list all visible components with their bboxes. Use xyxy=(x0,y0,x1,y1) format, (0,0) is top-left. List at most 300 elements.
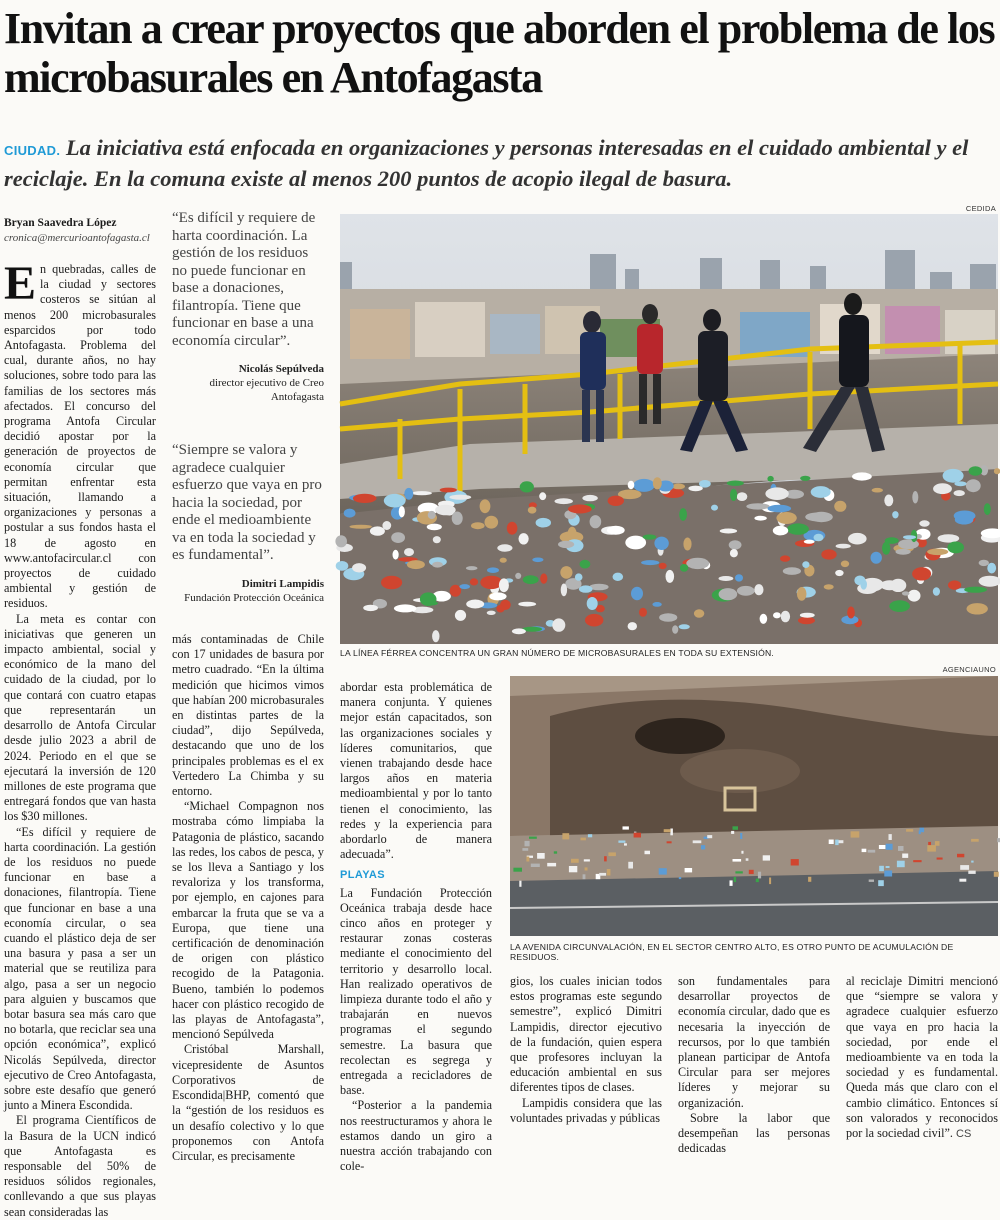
author-name: Bryan Saavedra López xyxy=(4,217,117,229)
litter-item xyxy=(971,861,973,863)
litter-item xyxy=(654,537,668,550)
litter-item xyxy=(740,833,742,839)
litter-item xyxy=(639,608,647,617)
litter-item xyxy=(335,535,347,547)
litter-item xyxy=(428,511,436,519)
litter-item xyxy=(683,538,691,551)
quote-name: Nicolás Sepúlveda xyxy=(238,363,324,375)
litter-item xyxy=(727,481,744,486)
litter-item xyxy=(432,630,439,642)
photo-caption: LA AVENIDA CIRCUNVALACIÓN, EN EL SECTOR CENTRO ALTO, ES OTRO PUNTO DE ACUMULACIÓN DE RESIDUOS. xyxy=(510,942,954,962)
litter-item xyxy=(628,862,633,869)
litter-item xyxy=(659,868,667,874)
litter-item xyxy=(884,871,892,877)
litter-item xyxy=(787,523,809,534)
litter-item xyxy=(582,495,597,501)
litter-item xyxy=(964,587,987,593)
litter-item xyxy=(847,607,855,619)
litter-item xyxy=(872,488,883,493)
litter-item xyxy=(927,845,936,852)
litter-item xyxy=(947,542,964,554)
paragraph: La Fundación Protección Oceánica trabaja desde hace cinco años en proteger y restaurar zonas costeras mediante el conocimiento del territorio y desarrollo local. Han realizado operativos de limpieza durante todo el año y trabajarán en nuevos programas el segundo semestre. La basura que recolectan es segrega y entregada a recicladores de base. xyxy=(340,885,492,1098)
litter-item xyxy=(733,826,739,830)
litter-item xyxy=(871,552,882,564)
litter-item xyxy=(628,622,637,630)
photo-railway-image xyxy=(340,214,998,644)
litter-item xyxy=(821,549,836,559)
litter-item xyxy=(711,505,718,511)
litter-item xyxy=(889,600,910,612)
article-column-5 xyxy=(678,974,830,1156)
litter-item xyxy=(583,874,586,879)
paragraph: “Posterior a la pandemia nos reestructuramos y ahora le estamos dando un giro a nuestra acción trabajando con cole- xyxy=(340,1098,492,1174)
litter-item xyxy=(531,864,540,867)
litter-item xyxy=(719,576,734,581)
litter-item xyxy=(749,870,754,874)
litter-item xyxy=(672,484,685,490)
litter-item xyxy=(767,476,773,482)
litter-item xyxy=(496,605,504,613)
litter-item xyxy=(404,488,413,500)
litter-item xyxy=(902,591,910,595)
litter-item xyxy=(599,873,606,876)
litter-item xyxy=(536,518,551,528)
litter-item xyxy=(720,529,737,534)
litter-item xyxy=(957,854,964,858)
litter-item xyxy=(352,563,366,572)
paragraph: abordar esta problemática de manera conjunta. Y quienes mejor están capacitados, son las organizaciones sociales y líderes comunitarios, que vienen trabajando desde hace largos años en materia medioambiental y por lo tanto tienen el conocimiento, las redes y la experiencia para abordarlo de manera adecuada”. xyxy=(340,680,492,862)
litter-item xyxy=(608,496,624,506)
paragraph: “Es difícil y requiere de harta coordinación. La gestión de los residuos no puede funcionar en base a donaciones, filantropía. Tiene que funcionar en base a una economía circular, o sea cuando el plástico deja de ser una basura y pasa a ser un material que se reutiliza para algo, pasa a ser un negocio para alguien y buscamos que botar basura sea más caro que no botarla, que reciclar sea una opción económica”, explicó Nicolás Sepúlveda, director ejecutivo de Creo Antofagasta, sobre este desafío que generó junto a Minera Escondida. xyxy=(4,824,156,1113)
litter-item xyxy=(889,834,892,840)
litter-item xyxy=(667,841,672,843)
litter-item xyxy=(381,576,402,590)
paragraph: La meta es contar con iniciativas que generen un impacto ambiental, social y económico de la mano del cuidado de la ciudad, por lo que contará con cuatro etapas que representarán un desarrollo de Antofa Circular desde julio 2023 a abril de 2024. Periodo en el que se ejecutará la inversión de 120 millones de este programa que entregará fondos que van hasta los $30 millones. xyxy=(4,611,156,824)
litter-item xyxy=(643,534,657,539)
litter-item xyxy=(547,863,556,867)
litter-item xyxy=(908,590,921,602)
article-column-4 xyxy=(510,974,662,1126)
litter-item xyxy=(919,831,921,835)
litter-item xyxy=(604,856,607,861)
litter-item xyxy=(672,625,678,634)
litter-item xyxy=(353,494,377,503)
litter-item xyxy=(701,845,705,849)
litter-item xyxy=(526,857,529,862)
litter-item xyxy=(773,612,781,618)
litter-item xyxy=(562,833,569,839)
litter-item xyxy=(528,507,537,514)
litter-item xyxy=(862,849,867,852)
litter-item xyxy=(763,855,770,860)
pull-quote-text: “Es difícil y requiere de harta coordinación. La gestión de los residuos no puede funcionar en base a donaciones, filantropía. Tiene que funcionar en base a una economía circular”. xyxy=(172,210,316,349)
litter-item xyxy=(480,499,491,513)
paragraph: son fundamentales para desarrollar proyectos de economía circular, dado que es necesaria la inyección de recursos, por lo que también planean participar de Antofa Circular para ser mejores líderes y mejorar su organización. xyxy=(678,974,830,1110)
litter-item xyxy=(404,548,414,556)
litter-item xyxy=(824,584,834,589)
litter-item xyxy=(912,491,918,503)
litter-item xyxy=(776,512,796,524)
pull-quote-text: “Siempre se valora y agradece cualquier esfuerzo que vaya en pro hacia la sociedad, por ende el medioambiente va en toda la sociedad y es fundamental”. xyxy=(172,442,322,563)
litter-item xyxy=(927,549,948,556)
litter-item xyxy=(608,852,616,856)
article-column-2 xyxy=(172,632,324,1164)
litter-item xyxy=(519,533,529,544)
litter-item xyxy=(433,536,441,543)
litter-item xyxy=(489,592,506,600)
litter-item xyxy=(450,585,461,597)
litter-item xyxy=(935,841,940,846)
paragraph: Sobre la labor que desempeñan las personas dedicadas xyxy=(678,1110,830,1156)
article-column-6 xyxy=(846,974,998,1142)
litter-item xyxy=(878,880,884,886)
litter-item xyxy=(537,853,545,859)
litter-item xyxy=(979,576,1000,587)
litter-item xyxy=(585,867,588,870)
litter-item xyxy=(829,840,834,845)
litter-item xyxy=(581,838,586,841)
litter-item xyxy=(802,561,809,568)
litter-item xyxy=(555,498,573,504)
litter-item xyxy=(382,521,391,530)
litter-item xyxy=(499,578,509,592)
article-column-1 xyxy=(4,257,156,1220)
litter-item xyxy=(967,603,988,614)
pull-quote-attribution xyxy=(172,362,324,404)
litter-item xyxy=(497,544,512,551)
photo-credit: CEDIDA xyxy=(965,204,996,213)
litter-item xyxy=(624,843,627,845)
litter-item xyxy=(882,542,890,555)
litter-item xyxy=(884,495,893,507)
pull-quote-2 xyxy=(172,442,324,605)
litter-item xyxy=(693,840,702,843)
headline: Invitan a crear proyectos que aborden el problema de los microbasurales en Antofagasta xyxy=(4,4,995,102)
litter-item xyxy=(394,604,417,612)
litter-item xyxy=(860,579,867,589)
litter-item xyxy=(754,584,763,595)
pull-quote-1 xyxy=(172,210,324,404)
litter-item xyxy=(633,479,654,492)
litter-item xyxy=(370,526,385,535)
litter-item xyxy=(575,573,583,580)
litter-item xyxy=(529,837,537,839)
paragraph: Cristóbal Marshall, vicepresidente de Asuntos Corporativos de Escondida|BHP, comentó que la “gestión de los residuos es un desafío colectivo y lo que proponemos con Antofa Circular, es precisamente xyxy=(172,1042,324,1163)
litter-item xyxy=(427,524,442,531)
litter-item xyxy=(758,872,761,879)
litter-item xyxy=(412,491,432,495)
litter-item xyxy=(938,534,960,542)
section-label: CIUDAD. xyxy=(4,143,61,158)
litter-item xyxy=(659,563,667,569)
litter-item xyxy=(919,520,929,526)
litter-item xyxy=(707,835,712,838)
litter-item xyxy=(590,515,602,528)
litter-item xyxy=(435,505,456,516)
litter-item xyxy=(518,602,536,607)
litter-item xyxy=(440,488,457,493)
paragraph: más contaminadas de Chile con 17 unidades de basura por metro cuadrado. “En la última medición que hicimos vimos que habían 200 microbasurales en distintas partes de la ciudad”, dijo Sepúlveda, destacando que uno de los principales problemas es el ex Vertedero La Chimba y su entorno. xyxy=(172,632,324,799)
litter-item xyxy=(561,584,567,597)
quote-role: Fundación Protección Oceánica xyxy=(184,591,324,604)
litter-item xyxy=(664,829,671,832)
litter-item xyxy=(984,503,991,515)
litter-item xyxy=(507,522,518,535)
litter-item xyxy=(336,561,349,571)
litter-item xyxy=(768,505,792,513)
litter-item xyxy=(585,614,603,627)
litter-item xyxy=(886,844,893,850)
litter-item xyxy=(733,859,742,862)
litter-item xyxy=(407,560,425,569)
photo-circunvalacion-image xyxy=(510,676,998,936)
litter-item xyxy=(587,597,598,610)
litter-item xyxy=(685,868,693,872)
litter-item xyxy=(955,515,974,525)
litter-item xyxy=(512,628,526,634)
litter-item xyxy=(466,600,484,609)
litter-item xyxy=(968,871,975,874)
deck-text: La iniciativa está enfocada en organizaciones y personas interesadas en el cuidado ambiental y el reciclaje. En la comuna existe al menos 200 puntos de acopio ilegal de basura. xyxy=(4,135,969,191)
litter-item xyxy=(399,506,405,517)
litter-item xyxy=(688,486,702,492)
litter-item xyxy=(769,878,771,885)
litter-item xyxy=(568,505,592,514)
litter-item xyxy=(737,492,748,501)
litter-item xyxy=(773,526,788,536)
litter-item xyxy=(735,574,743,581)
litter-item xyxy=(994,468,1000,474)
litter-item xyxy=(979,560,989,566)
litter-item xyxy=(384,494,406,508)
litter-item xyxy=(943,469,964,483)
litter-item xyxy=(933,483,952,494)
litter-item xyxy=(519,881,521,887)
litter-item xyxy=(838,840,843,843)
litter-item xyxy=(969,466,983,475)
litter-item xyxy=(525,841,530,846)
litter-item xyxy=(765,487,788,500)
litter-item xyxy=(756,879,759,883)
litter-item xyxy=(471,522,485,529)
litter-item xyxy=(800,613,815,618)
litter-item xyxy=(737,586,755,596)
litter-item xyxy=(835,570,843,576)
drop-cap: E xyxy=(4,257,37,310)
litter-item xyxy=(618,841,625,843)
litter-item xyxy=(513,868,522,872)
author-email: cronica@mercurioantofagasta.cl xyxy=(4,232,150,244)
litter-item xyxy=(781,611,790,623)
litter-item xyxy=(485,516,499,529)
paragraph: n quebradas, calles de la ciudad y sectores costeros se sitúan al menos 200 microbasurales esparcidos por todo Antofagasta. Problema del cual, durante años, no hay soluciones, sobre todo para las familias de los sectores más afectados. El concurso del programa Antofa Circular decidió apostar por la generación de proyectos de economía circular que permitan enfrentar esta situación, llamando a organizaciones y personas a postular a sus fondos hasta el 18 de agosto en www.antofacircular.cl con proyectos de cuidado ambiental y gestión de residuos. xyxy=(4,262,156,611)
litter-item xyxy=(520,481,534,492)
litter-item xyxy=(804,540,815,544)
litter-item xyxy=(569,866,577,872)
litter-item xyxy=(903,535,916,539)
litter-item xyxy=(741,851,743,854)
photo-railway-microdump xyxy=(340,214,998,644)
litter-item xyxy=(954,490,965,496)
litter-item xyxy=(960,865,969,870)
photo-credit: AGENCIAUNO xyxy=(942,665,996,674)
litter-item xyxy=(487,567,499,573)
litter-item xyxy=(455,610,466,621)
quote-role: director ejecutivo de Creo Antofagasta xyxy=(209,377,324,403)
litter-item xyxy=(897,861,905,868)
litter-item xyxy=(892,511,898,518)
litter-item xyxy=(948,580,961,589)
litter-item xyxy=(852,472,872,480)
litter-item xyxy=(808,877,811,882)
photo-circunvalacion-dump xyxy=(510,676,998,936)
litter-item xyxy=(679,624,690,629)
litter-item xyxy=(645,851,651,855)
paragraph: Lampidis considera que las voluntades privadas y públicas xyxy=(510,1095,662,1125)
paragraph: gios, los cuales inician todos estos programas este segundo semestre”, explicó Dimitri Lampidis, director ejecutivo de la fundación, quien espera que profesores incluyan la educación ambiental en sus diferentes tipos de clases. xyxy=(510,974,662,1095)
litter-item xyxy=(613,573,624,581)
litter-item xyxy=(350,525,372,529)
litter-item xyxy=(906,829,913,832)
litter-item xyxy=(634,833,641,838)
litter-item xyxy=(679,877,681,879)
deck xyxy=(4,134,996,193)
litter-item xyxy=(670,829,673,836)
litter-item xyxy=(631,587,643,600)
litter-item xyxy=(896,549,911,555)
litter-item xyxy=(851,831,860,837)
litter-item xyxy=(971,839,979,842)
litter-item xyxy=(886,866,890,868)
litter-item xyxy=(659,613,677,622)
litter-item xyxy=(426,601,438,605)
litter-item xyxy=(607,869,611,876)
litter-item xyxy=(848,533,867,545)
litter-item xyxy=(966,479,981,492)
paragraph-text: al reciclaje Dimitri mencionó que “siempre se valora y agradece cualquier esfuerzo que vaya en pro hacia la sociedad, por ende el medioambiente va en toda la sociedad y es fundamental. Queda más que claro con el cambio climático. Entonces sí son valorados y reconocidos por la sociedad civil”. xyxy=(846,974,998,1141)
litter-item xyxy=(814,534,824,541)
litter-item xyxy=(560,566,572,579)
photo-caption: LA LÍNEA FÉRREA CONCENTRA UN GRAN NÚMERO DE MICROBASURALES EN TODA SU EXTENSIÓN. xyxy=(340,648,774,658)
paragraph xyxy=(846,974,998,1142)
litter-item xyxy=(515,573,521,579)
litter-item xyxy=(652,602,661,607)
litter-item xyxy=(363,605,378,611)
litter-item xyxy=(868,850,876,853)
litter-item xyxy=(523,575,539,584)
litter-item xyxy=(800,476,810,481)
litter-item xyxy=(679,508,687,521)
litter-item xyxy=(554,851,557,853)
litter-item xyxy=(760,614,768,624)
litter-item xyxy=(746,503,769,509)
litter-item xyxy=(913,860,921,862)
litter-item xyxy=(432,562,443,568)
paragraph: El programa Científicos de la Basura de la UCN indicó que Antofagasta es responsable del 50% de residuos sólidos regionales, conllevando a que sus playas sean consideradas las xyxy=(4,1113,156,1219)
litter-item xyxy=(937,858,943,860)
litter-item xyxy=(393,550,399,560)
litter-item xyxy=(933,587,940,596)
litter-item xyxy=(797,587,807,601)
litter-item xyxy=(746,858,749,861)
litter-item xyxy=(540,573,547,583)
litter-item xyxy=(607,526,625,535)
litter-item xyxy=(686,558,709,569)
litter-item xyxy=(811,486,831,498)
litter-item xyxy=(628,481,635,489)
subheading-playas: PLAYAS xyxy=(340,869,385,882)
litter-item xyxy=(735,871,742,873)
litter-item xyxy=(522,848,528,851)
litter-item xyxy=(641,560,659,565)
litter-item xyxy=(783,567,801,575)
litter-item xyxy=(734,877,736,882)
litter-item xyxy=(836,544,851,549)
quote-name: Dimitri Lampidis xyxy=(241,577,324,590)
litter-item xyxy=(780,555,790,561)
litter-item xyxy=(902,854,908,858)
litter-item xyxy=(653,477,662,489)
litter-item xyxy=(623,826,629,829)
litter-item xyxy=(500,558,507,563)
litter-item xyxy=(994,872,999,877)
litter-item xyxy=(344,509,356,518)
litter-item xyxy=(791,859,799,865)
litter-item xyxy=(449,495,471,500)
litter-item xyxy=(666,570,675,583)
litter-item xyxy=(959,879,966,882)
litter-item xyxy=(694,609,704,618)
litter-item xyxy=(391,532,405,543)
litter-item xyxy=(730,880,733,886)
litter-item xyxy=(834,501,846,512)
litter-item xyxy=(579,585,593,592)
byline xyxy=(4,216,164,246)
litter-item xyxy=(719,588,738,600)
litter-item xyxy=(841,561,849,568)
litter-item xyxy=(879,866,884,871)
litter-item xyxy=(580,560,591,569)
litter-item xyxy=(532,558,543,563)
litter-item xyxy=(558,541,574,548)
litter-item xyxy=(754,516,766,521)
litter-item xyxy=(680,564,688,572)
litter-item xyxy=(552,618,565,631)
litter-item xyxy=(798,617,815,624)
litter-item xyxy=(487,611,496,615)
litter-item xyxy=(466,566,478,570)
litter-item xyxy=(805,513,829,522)
end-mark: CS xyxy=(956,1128,972,1141)
litter-item xyxy=(729,540,742,549)
litter-item xyxy=(480,576,502,589)
litter-item xyxy=(987,563,996,574)
litter-item xyxy=(730,549,738,557)
litter-item xyxy=(730,489,737,501)
litter-item xyxy=(452,512,463,525)
litter-item xyxy=(588,834,592,837)
litter-item xyxy=(470,578,478,585)
litter-item xyxy=(459,584,470,589)
litter-item xyxy=(731,831,734,834)
article-column-3 xyxy=(340,680,492,1175)
litter-item xyxy=(835,840,838,846)
litter-item xyxy=(539,492,546,500)
litter-item xyxy=(571,859,579,863)
litter-item xyxy=(912,567,931,580)
litter-item xyxy=(869,880,874,882)
pull-quote-attribution xyxy=(172,577,324,605)
